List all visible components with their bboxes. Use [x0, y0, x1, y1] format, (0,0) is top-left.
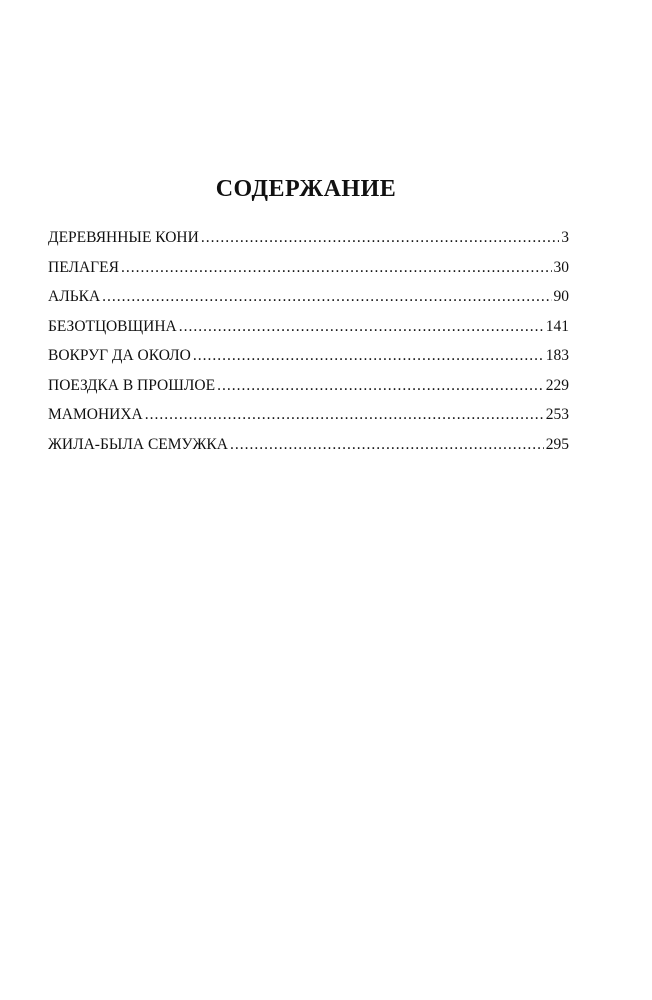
- dot-leader: [230, 435, 544, 455]
- toc-entry[interactable]: [48, 317, 569, 347]
- toc-entry[interactable]: [48, 258, 569, 288]
- toc-entry[interactable]: [48, 435, 569, 465]
- toc-entry[interactable]: [48, 405, 569, 435]
- dot-leader: [217, 376, 544, 396]
- dot-leader: [145, 405, 544, 425]
- dot-leader: [201, 228, 559, 248]
- toc-entry[interactable]: [48, 376, 569, 406]
- toc-page-number: 3: [561, 229, 569, 246]
- toc-entry-title: МАМОНИХА: [48, 406, 143, 423]
- toc-entry-title: АЛЬКА: [48, 288, 101, 305]
- toc-entry[interactable]: [48, 346, 569, 376]
- toc-entry-title: ПЕЛАГЕЯ: [48, 258, 119, 276]
- dot-leader: [193, 346, 544, 366]
- toc-page-number: 90: [553, 288, 569, 305]
- toc-page-number: 229: [545, 376, 569, 394]
- table-of-contents: [48, 228, 569, 464]
- dot-leader: [179, 317, 544, 337]
- toc-page-number: 183: [545, 347, 569, 364]
- toc-page-number: 295: [545, 435, 569, 453]
- toc-entry-title: ДЕРЕВЯННЫЕ КОНИ: [48, 229, 199, 246]
- toc-page-number: 253: [545, 406, 569, 423]
- toc-entry[interactable]: [48, 228, 569, 258]
- toc-entry[interactable]: [48, 287, 569, 317]
- toc-page-number: 141: [545, 317, 569, 335]
- dot-leader: [102, 287, 551, 307]
- dot-leader: [121, 258, 552, 278]
- toc-entry-title: БЕЗОТЦОВЩИНА: [48, 317, 177, 335]
- page-title: СОДЕРЖАНИЕ: [215, 176, 397, 202]
- toc-page-number: 30: [553, 258, 569, 276]
- toc-entry-title: ЖИЛА-БЫЛА СЕМУЖКА: [48, 435, 228, 453]
- toc-entry-title: ВОКРУГ ДА ОКОЛО: [48, 347, 191, 364]
- toc-entry-title: ПОЕЗДКА В ПРОШЛОЕ: [48, 376, 216, 394]
